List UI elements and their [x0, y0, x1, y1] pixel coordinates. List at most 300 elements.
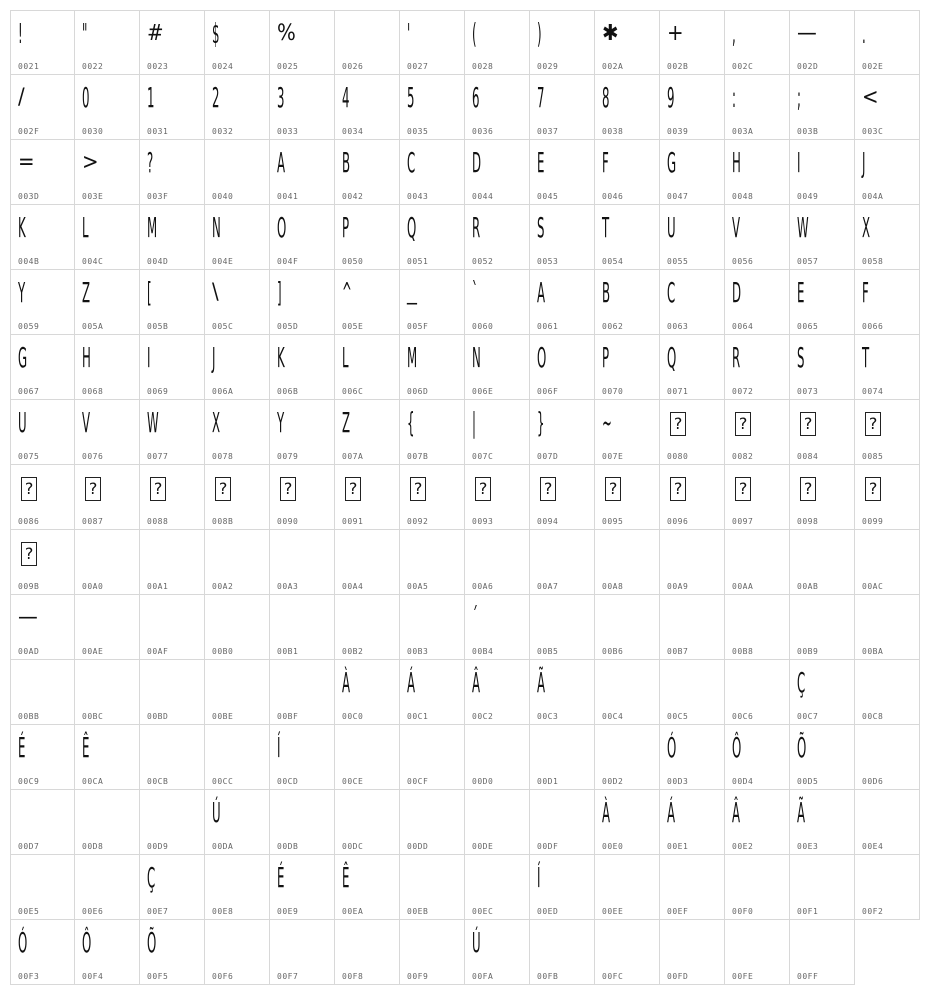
glyph-sample: [407, 926, 414, 960]
glyph-cell: [660, 725, 725, 790]
glyph-sample: }: [537, 406, 545, 439]
glyph-sample: Z: [82, 276, 91, 309]
codepoint-label: 00B9: [797, 647, 819, 656]
codepoint-label: 0079: [277, 452, 299, 461]
codepoint-label: 0033: [277, 127, 299, 136]
codepoint-label: 0092: [407, 517, 429, 526]
glyph-sample: [82, 536, 89, 570]
glyph-cell: [75, 335, 140, 400]
glyph-sample: 7: [537, 81, 545, 114]
missing-glyph-icon: ?: [865, 477, 881, 501]
codepoint-label: 0044: [472, 192, 494, 201]
glyph-sample: =: [18, 150, 35, 175]
codepoint-label: 0029: [537, 62, 559, 71]
glyph-sample: B: [602, 276, 611, 309]
codepoint-label: 006D: [407, 387, 429, 396]
codepoint-label: 00A2: [212, 582, 234, 591]
glyph-cell: [335, 725, 400, 790]
glyph-sample: [667, 861, 674, 895]
glyph-sample: [862, 861, 869, 895]
codepoint-label: 0075: [18, 452, 40, 461]
glyph-cell: [465, 530, 530, 595]
codepoint-label: 00FF: [797, 972, 819, 981]
glyph-cell: [725, 465, 790, 530]
glyph-cell: [270, 595, 335, 660]
codepoint-label: 00A5: [407, 582, 429, 591]
glyph-cell: [790, 920, 855, 985]
glyph-sample: [277, 796, 284, 830]
glyph-sample: ': [407, 17, 411, 50]
glyph-cell: [270, 790, 335, 855]
codepoint-label: 00BA: [862, 647, 884, 656]
glyph-cell: [465, 75, 530, 140]
glyph-cell: [400, 530, 465, 595]
glyph-cell: [660, 790, 725, 855]
glyph-cell: [270, 920, 335, 985]
glyph-sample: _: [407, 280, 417, 305]
glyph-cell: [270, 10, 335, 75]
codepoint-label: 00EC: [472, 907, 494, 916]
codepoint-label: 007C: [472, 452, 494, 461]
codepoint-label: 0030: [82, 127, 104, 136]
codepoint-label: 0070: [602, 387, 624, 396]
glyph-sample: ;: [797, 81, 801, 114]
glyph-cell: [790, 400, 855, 465]
glyph-cell: [530, 75, 595, 140]
glyph-sample: Ç: [147, 861, 156, 894]
glyph-sample: [667, 536, 674, 570]
glyph-sample: Ó: [667, 731, 677, 764]
glyph-cell: [725, 855, 790, 920]
codepoint-label: 00A8: [602, 582, 624, 591]
glyph-sample: H: [82, 341, 91, 374]
glyph-sample: [18, 666, 25, 700]
glyph-cell: [335, 10, 400, 75]
glyph-cell: [660, 10, 725, 75]
codepoint-label: 00FA: [472, 972, 494, 981]
codepoint-label: 00C1: [407, 712, 429, 721]
missing-glyph-icon: ?: [215, 477, 231, 501]
glyph-sample: [537, 601, 544, 635]
glyph-cell: [855, 10, 920, 75]
glyph-sample: $: [212, 17, 220, 50]
codepoint-label: 0055: [667, 257, 689, 266]
codepoint-label: 00CC: [212, 777, 234, 786]
codepoint-label: 00E5: [18, 907, 40, 916]
codepoint-label: 0059: [18, 322, 40, 331]
glyph-cell: [790, 725, 855, 790]
codepoint-label: 00E1: [667, 842, 689, 851]
codepoint-label: 0028: [472, 62, 494, 71]
codepoint-label: 0076: [82, 452, 104, 461]
glyph-cell: [205, 465, 270, 530]
glyph-sample: É: [277, 861, 285, 894]
glyph-sample: U: [18, 406, 27, 439]
codepoint-label: 00A7: [537, 582, 559, 591]
glyph-cell: [75, 595, 140, 660]
glyph-cell: [595, 920, 660, 985]
glyph-sample: [277, 926, 284, 960]
glyph-cell: [790, 140, 855, 205]
codepoint-label: 0050: [342, 257, 364, 266]
glyph-sample: [602, 731, 609, 765]
codepoint-label: 00D5: [797, 777, 819, 786]
glyph-cell: [725, 920, 790, 985]
codepoint-label: 004E: [212, 257, 234, 266]
missing-glyph-icon: ?: [735, 477, 751, 501]
glyph-sample: J: [862, 146, 866, 179]
glyph-sample: Y: [18, 276, 26, 309]
glyph-sample: Z: [342, 406, 351, 439]
codepoint-label: 00B2: [342, 647, 364, 656]
codepoint-label: 00C9: [18, 777, 40, 786]
glyph-sample: —: [797, 21, 817, 46]
glyph-sample: É: [18, 731, 26, 764]
glyph-sample: [732, 926, 739, 960]
glyph-sample: [342, 796, 349, 830]
codepoint-label: 003B: [797, 127, 819, 136]
glyph-sample: [472, 731, 479, 765]
glyph-sample: :: [732, 81, 736, 114]
glyph-sample: [212, 601, 219, 635]
glyph-sample: 3: [277, 81, 285, 114]
glyph-sample: Â: [732, 796, 741, 829]
glyph-cell: [530, 205, 595, 270]
glyph-cell: [205, 75, 270, 140]
glyph-sample: O: [537, 341, 547, 374]
glyph-cell: [335, 920, 400, 985]
codepoint-label: 003E: [82, 192, 104, 201]
glyph-sample: Q: [407, 211, 417, 244]
glyph-cell: [595, 400, 660, 465]
glyph-cell: [205, 205, 270, 270]
glyph-sample: [537, 796, 544, 830]
glyph-cell: [140, 400, 205, 465]
codepoint-label: 00ED: [537, 907, 559, 916]
glyph-cell: [530, 660, 595, 725]
codepoint-label: 0049: [797, 192, 819, 201]
glyph-cell: [725, 75, 790, 140]
glyph-sample: 8: [602, 81, 610, 114]
glyph-sample: [472, 796, 479, 830]
glyph-cell: [400, 205, 465, 270]
glyph-sample: [797, 536, 804, 570]
glyph-cell: [790, 660, 855, 725]
glyph-sample: B: [342, 146, 351, 179]
glyph-cell: [660, 335, 725, 400]
glyph-cell: [205, 725, 270, 790]
codepoint-label: 0047: [667, 192, 689, 201]
codepoint-label: 0058: [862, 257, 884, 266]
glyph-cell: [530, 855, 595, 920]
glyph-sample: Ú: [472, 926, 481, 959]
glyph-cell: [595, 270, 660, 335]
codepoint-label: 0051: [407, 257, 429, 266]
glyph-sample: (: [472, 17, 477, 50]
codepoint-label: 005A: [82, 322, 104, 331]
codepoint-label: 00CD: [277, 777, 299, 786]
glyph-cell: [140, 920, 205, 985]
codepoint-label: 00D8: [82, 842, 104, 851]
codepoint-label: 00C3: [537, 712, 559, 721]
glyph-sample: 6: [472, 81, 480, 114]
glyph-cell: [270, 140, 335, 205]
glyph-cell: [530, 595, 595, 660]
glyph-sample: Â: [472, 666, 481, 699]
glyph-cell: [335, 660, 400, 725]
codepoint-label: 0072: [732, 387, 754, 396]
glyph-cell: [205, 855, 270, 920]
codepoint-label: 0088: [147, 517, 169, 526]
codepoint-label: 00D6: [862, 777, 884, 786]
glyph-sample: {: [407, 406, 415, 439]
glyph-cell: [595, 10, 660, 75]
codepoint-label: 00C0: [342, 712, 364, 721]
glyph-sample: [342, 536, 349, 570]
codepoint-label: 00F6: [212, 972, 234, 981]
glyph-cell: [140, 335, 205, 400]
glyph-cell: [140, 465, 205, 530]
glyph-cell: [270, 270, 335, 335]
glyph-sample: [147, 601, 154, 635]
glyph-cell: [725, 10, 790, 75]
codepoint-label: 003F: [147, 192, 169, 201]
codepoint-label: 00B3: [407, 647, 429, 656]
codepoint-label: 0036: [472, 127, 494, 136]
glyph-sample: ´: [472, 601, 478, 634]
codepoint-label: 00D1: [537, 777, 559, 786]
codepoint-label: 00DD: [407, 842, 429, 851]
glyph-cell: [790, 530, 855, 595]
glyph-sample: Ã: [797, 796, 806, 829]
glyph-cell: [855, 595, 920, 660]
glyph-cell: [660, 855, 725, 920]
codepoint-label: 00EF: [667, 907, 689, 916]
glyph-sample: ": [82, 17, 88, 50]
missing-glyph-icon: ?: [865, 412, 881, 436]
glyph-sample: À: [602, 796, 611, 829]
glyph-sample: M: [147, 211, 158, 244]
glyph-sample: [602, 601, 609, 635]
codepoint-label: 008B: [212, 517, 234, 526]
glyph-cell: [10, 140, 75, 205]
codepoint-label: 0056: [732, 257, 754, 266]
glyph-grid: [10, 10, 920, 985]
glyph-cell: [660, 75, 725, 140]
codepoint-label: 0045: [537, 192, 559, 201]
glyph-sample: Ô: [732, 731, 742, 764]
glyph-cell: [465, 140, 530, 205]
glyph-cell: [725, 790, 790, 855]
glyph-cell: [205, 920, 270, 985]
glyph-cell: [335, 790, 400, 855]
glyph-sample: [342, 601, 349, 635]
glyph-cell: [530, 10, 595, 75]
glyph-cell: [10, 75, 75, 140]
glyph-cell: [855, 400, 920, 465]
glyph-sample: \: [212, 280, 219, 305]
glyph-sample: C: [667, 276, 676, 309]
glyph-cell: [660, 595, 725, 660]
glyph-sample: [407, 861, 414, 895]
codepoint-label: 0041: [277, 192, 299, 201]
codepoint-label: 0046: [602, 192, 624, 201]
glyph-sample: [732, 536, 739, 570]
glyph-sample: A: [537, 276, 546, 309]
codepoint-label: 00DC: [342, 842, 364, 851]
glyph-sample: [18, 796, 25, 830]
codepoint-label: 0097: [732, 517, 754, 526]
codepoint-label: 00B5: [537, 647, 559, 656]
glyph-cell: [75, 660, 140, 725]
glyph-sample: I: [147, 341, 151, 374]
glyph-cell: [400, 855, 465, 920]
glyph-cell: [400, 400, 465, 465]
glyph-sample: D: [472, 146, 482, 179]
codepoint-label: 00E4: [862, 842, 884, 851]
glyph-cell: [530, 400, 595, 465]
glyph-sample: J: [212, 341, 216, 374]
glyph-sample: N: [472, 341, 481, 374]
codepoint-label: 0042: [342, 192, 364, 201]
glyph-cell: [140, 725, 205, 790]
glyph-cell: [75, 920, 140, 985]
codepoint-label: 0034: [342, 127, 364, 136]
glyph-cell: [725, 725, 790, 790]
glyph-sample: [602, 666, 609, 700]
glyph-cell: [270, 400, 335, 465]
glyph-sample: [472, 861, 479, 895]
glyph-cell: [205, 660, 270, 725]
glyph-cell: [75, 855, 140, 920]
glyph-cell: [270, 725, 335, 790]
codepoint-label: 005D: [277, 322, 299, 331]
glyph-sample: [602, 536, 609, 570]
codepoint-label: 004B: [18, 257, 40, 266]
glyph-cell: [530, 790, 595, 855]
glyph-sample: [212, 861, 219, 895]
glyph-sample: V: [732, 211, 741, 244]
glyph-cell: [595, 855, 660, 920]
codepoint-label: 00A1: [147, 582, 169, 591]
glyph-cell: [10, 400, 75, 465]
codepoint-label: 00DA: [212, 842, 234, 851]
glyph-cell: [400, 335, 465, 400]
glyph-cell: [140, 855, 205, 920]
codepoint-label: 0093: [472, 517, 494, 526]
glyph-cell: [10, 465, 75, 530]
glyph-sample: [147, 666, 154, 700]
glyph-sample: O: [277, 211, 287, 244]
codepoint-label: 0087: [82, 517, 104, 526]
glyph-sample: W: [147, 406, 159, 439]
codepoint-label: 0032: [212, 127, 234, 136]
glyph-sample: S: [797, 341, 805, 374]
codepoint-label: 00B7: [667, 647, 689, 656]
glyph-sample: [212, 731, 219, 765]
glyph-cell: [855, 335, 920, 400]
glyph-cell: [270, 530, 335, 595]
glyph-cell: [205, 10, 270, 75]
glyph-sample: Ç: [797, 666, 806, 699]
glyph-sample: [537, 536, 544, 570]
codepoint-label: 00A0: [82, 582, 104, 591]
codepoint-label: 00E2: [732, 842, 754, 851]
codepoint-label: 00C8: [862, 712, 884, 721]
glyph-sample: [797, 601, 804, 635]
glyph-sample: `: [472, 276, 478, 309]
glyph-sample: ): [537, 17, 542, 50]
codepoint-label: 00AB: [797, 582, 819, 591]
glyph-sample: [277, 601, 284, 635]
codepoint-label: 0068: [82, 387, 104, 396]
glyph-cell: [10, 335, 75, 400]
glyph-sample: #: [147, 21, 164, 46]
codepoint-label: 00AF: [147, 647, 169, 656]
codepoint-label: 0026: [342, 62, 364, 71]
codepoint-label: 009B: [18, 582, 40, 591]
codepoint-label: 00C5: [667, 712, 689, 721]
codepoint-label: 007B: [407, 452, 429, 461]
glyph-cell: [140, 595, 205, 660]
glyph-cell: [660, 140, 725, 205]
glyph-sample: E: [537, 146, 545, 179]
codepoint-label: 00FC: [602, 972, 624, 981]
codepoint-label: 007D: [537, 452, 559, 461]
missing-glyph-icon: ?: [150, 477, 166, 501]
codepoint-label: 0099: [862, 517, 884, 526]
codepoint-label: 00A9: [667, 582, 689, 591]
glyph-cell: [205, 400, 270, 465]
glyph-cell: [790, 75, 855, 140]
glyph-sample: R: [472, 211, 481, 244]
codepoint-label: 0078: [212, 452, 234, 461]
glyph-cell: [205, 530, 270, 595]
codepoint-label: 004D: [147, 257, 169, 266]
glyph-cell: [530, 725, 595, 790]
codepoint-label: 005E: [342, 322, 364, 331]
codepoint-label: 006F: [537, 387, 559, 396]
glyph-cell: [855, 790, 920, 855]
codepoint-label: 00F0: [732, 907, 754, 916]
codepoint-label: 006C: [342, 387, 364, 396]
glyph-cell: [205, 270, 270, 335]
glyph-cell: [75, 530, 140, 595]
glyph-sample: Ã: [537, 666, 546, 699]
glyph-cell: [75, 465, 140, 530]
glyph-cell: [335, 530, 400, 595]
codepoint-label: 0039: [667, 127, 689, 136]
glyph-cell: [790, 465, 855, 530]
glyph-cell: [465, 205, 530, 270]
codepoint-label: 00A6: [472, 582, 494, 591]
glyph-sample: G: [18, 341, 28, 374]
codepoint-label: 0054: [602, 257, 624, 266]
codepoint-label: 00BE: [212, 712, 234, 721]
codepoint-label: 00F8: [342, 972, 364, 981]
glyph-cell: [465, 595, 530, 660]
glyph-sample: Q: [667, 341, 677, 374]
glyph-sample: [862, 601, 869, 635]
glyph-cell: [660, 400, 725, 465]
glyph-sample: 9: [667, 81, 675, 114]
glyph-cell: [335, 335, 400, 400]
glyph-sample: [797, 861, 804, 895]
codepoint-label: 0043: [407, 192, 429, 201]
glyph-sample: [862, 536, 869, 570]
glyph-sample: X: [862, 211, 871, 244]
glyph-cell: [400, 140, 465, 205]
